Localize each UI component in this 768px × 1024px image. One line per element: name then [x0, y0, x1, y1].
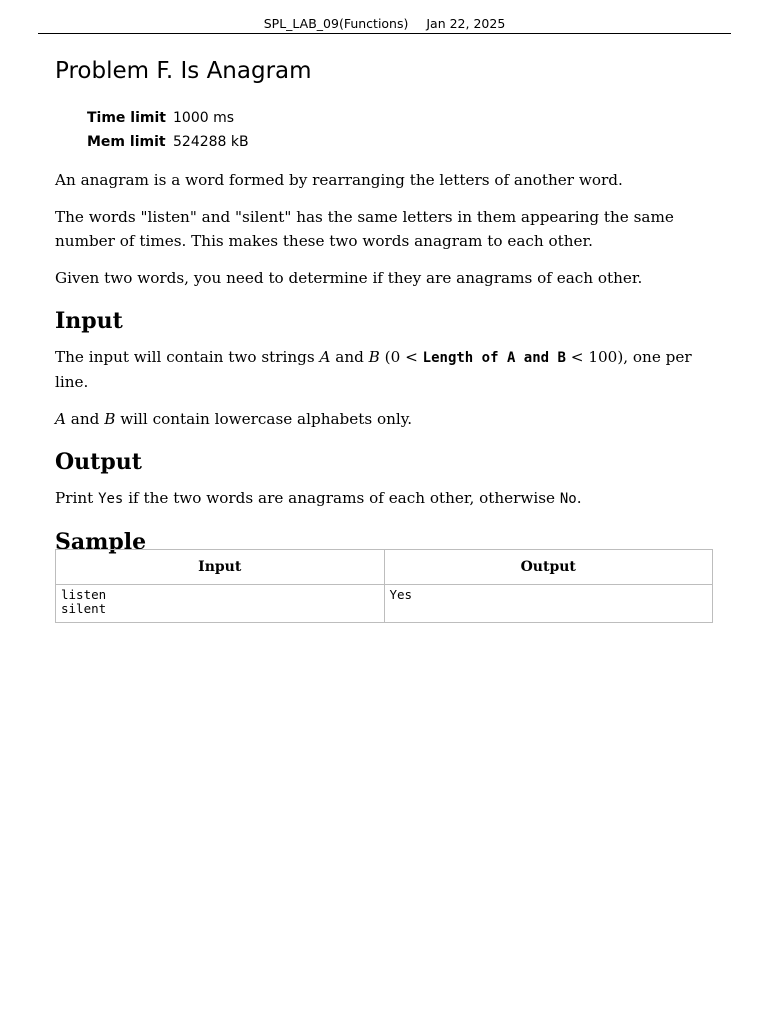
and-word: and — [335, 348, 364, 366]
var-a: A — [319, 348, 331, 366]
statement-paragraph-3: Given two words, you need to determine if they are anagrams of each other. — [55, 269, 643, 287]
sample-input: listen silent — [61, 587, 107, 616]
statement-paragraph-1: An anagram is a word formed by rearranging the letters of another word. — [55, 171, 623, 189]
var-a-2: A — [55, 410, 66, 428]
page-header — [38, 16, 731, 34]
time-limit-label: Time limit — [87, 110, 166, 126]
output-end: . — [576, 489, 582, 507]
sample-output-header: Output — [384, 550, 713, 585]
statement-paragraph-2: The words "listen" and "silent" has the same letters in them appearing the same number of times. This makes these two words anagram to each other. — [55, 208, 674, 250]
sample-output-cell — [384, 585, 713, 623]
sample-output: Yes — [389, 587, 413, 602]
print-word: Print — [55, 489, 94, 507]
sample-heading: Sample — [55, 529, 147, 555]
problem-body — [55, 168, 715, 566]
yes-token: Yes — [98, 491, 124, 507]
output-line — [55, 486, 715, 511]
output-middle: if the two words are anagrams of each other, otherwise — [128, 489, 556, 507]
header-date: Jan 22, 2025 — [426, 16, 506, 31]
mem-limit-value: 524288 kB — [173, 134, 249, 150]
sample-row — [56, 585, 713, 623]
var-b-2: B — [104, 410, 116, 428]
sample-input-cell — [56, 585, 385, 623]
time-limit-row — [87, 108, 249, 132]
output-heading: Output — [55, 449, 142, 475]
constraint-open: (0 < — [384, 348, 418, 366]
constraint-close: < 100), one per line. — [55, 348, 692, 391]
input-heading: Input — [55, 308, 123, 334]
input-line-2-text: will contain lowercase alphabets only. — [120, 410, 413, 428]
constraint-text: Length of A and B — [422, 350, 566, 366]
var-b: B — [368, 348, 380, 366]
mem-limit-row — [87, 132, 249, 156]
sample-table — [55, 549, 713, 623]
and-word-2: and — [70, 410, 100, 428]
sample-input-header: Input — [56, 550, 385, 585]
no-token: No — [559, 491, 577, 507]
mem-limit-label: Mem limit — [87, 134, 166, 150]
contest-name: SPL_LAB_09(Functions) — [263, 16, 409, 31]
input-text: The input will contain two strings — [55, 348, 315, 366]
time-limit-value: 1000 ms — [173, 110, 235, 126]
limits-block — [87, 108, 249, 156]
sample-header-row — [56, 550, 713, 585]
input-line-1 — [55, 345, 715, 394]
problem-title: Problem F. Is Anagram — [55, 58, 312, 84]
input-line-2 — [55, 407, 715, 431]
